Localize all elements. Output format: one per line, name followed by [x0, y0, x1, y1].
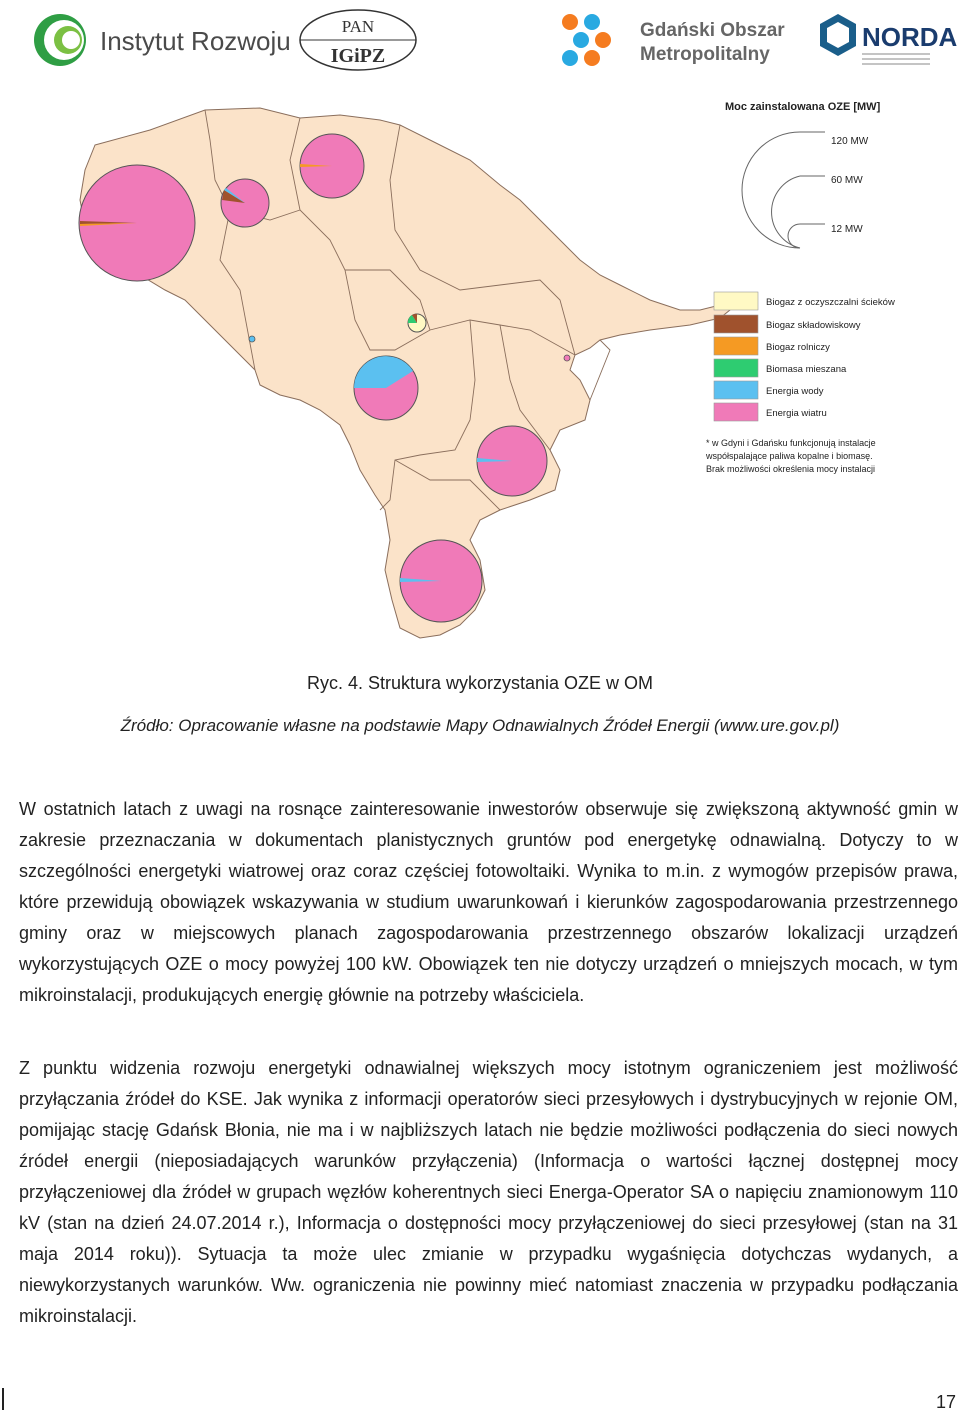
pie-chart-far-south: [400, 540, 482, 622]
legend-item-energia-wody: [714, 381, 824, 399]
gom-line2: Metropolitalny: [640, 44, 770, 65]
header-logos: [0, 0, 960, 80]
pan-top-text: PAN: [341, 17, 375, 36]
legend-item-biomasa-mieszana: [714, 359, 847, 377]
pan-bottom-text: IGiPZ: [330, 45, 386, 67]
legend-note-2: współspalające paliwa kopalne i biomasę.: [706, 451, 873, 461]
legend-size-60: 60 MW: [831, 175, 863, 186]
norda-text: NORDA: [862, 22, 958, 52]
instytut-logo-text: Instytut Rozwoju: [100, 26, 291, 56]
body-paragraph-2: [19, 1053, 958, 1332]
paragraph-text: Z punktu widzenia rozwoju energetyki odnawialnej większych mocy istotnym ograniczeniem jest możliwość przyłączania źródeł do KSE. Jak wynika z informacji operatorów sieci przesyłowych i dystrybucyjnych w rejonie OM, pomijając stację Gdańsk Błonia, nie ma i w najbliższych latach nie będzie możliwości podłączenia do sieci nowych źródeł energii (nieposiadających warunków przyłączenia) (Informacja o wartości łącznej dostępnej mocy przyłączeniowej dla źródeł w grupach węzłów koherentnych sieci Energa-Operator SA o napięciu znamionowym 110 kV (stan na dzień 24.07.2014 r.), Informacja o dostępności mocy przyłączeniowej do sieci przesyłowej (stan na 31 maja 2014 roku)). Sytuacja ta może ulec zmianie w przypadku wygaśnięcia dotychczas wydanych, a niewykorzystanych warunków. Ww. ograniczenia nie powinny mieć natomiast znaczenia w przypadku podłączania mikroinstalacji.: [19, 1058, 958, 1326]
pie-chart-east-small: [564, 355, 570, 361]
gom-logo: [562, 14, 785, 66]
margin-mark: [2, 1388, 4, 1410]
gom-line1: Gdański Obszar: [640, 20, 785, 41]
map-figure: [0, 80, 960, 660]
pan-igipz-logo: [300, 10, 416, 70]
legend-size-circles: [742, 132, 825, 248]
oze-map: [0, 80, 960, 660]
legend-note-3: Brak możliwości określenia mocy instalacji: [706, 464, 876, 474]
svg-text:Energia wiatru: Energia wiatru: [766, 408, 827, 419]
pie-chart-center-small: [408, 314, 426, 332]
svg-text:Energia wody: Energia wody: [766, 386, 824, 397]
svg-text:Biogaz z oczyszczalni ścieków: Biogaz z oczyszczalni ścieków: [766, 297, 895, 308]
page-number: 17: [935, 1392, 956, 1412]
legend-title: Moc zainstalowana OZE [MW]: [725, 101, 881, 113]
svg-text:Biogaz rolniczy: Biogaz rolniczy: [766, 342, 830, 353]
instytut-rozwoju-logo: [34, 14, 291, 66]
norda-logo: [820, 14, 958, 64]
pie-chart-west: [79, 165, 195, 281]
map-legend: [705, 101, 895, 474]
figure-source: Źródło: Opracowanie własne na podstawie Mapy Odnawialnych Źródeł Energii (www.ure.gov.pl): [120, 716, 840, 735]
logos-strip: [0, 0, 960, 80]
legend-note-1: * w Gdyni i Gdańsku funkcjonują instalacje: [706, 438, 876, 448]
figure-caption: Ryc. 4. Struktura wykorzystania OZE w OM: [306, 673, 654, 693]
pie-chart-center: [354, 356, 418, 420]
legend-item-biogaz-oczyszczalni: [714, 292, 895, 310]
legend-size-120: 120 MW: [831, 136, 869, 147]
paragraph-text: W ostatnich latach z uwagi na rosnące zainteresowanie inwestorów obserwuje się zwiększoną aktywność gmin w zakresie przeznaczania w dokumentach planistycznych gruntów pod energetykę odnawialną. Dotyczy to w szczególności energetyki wiatrowej oraz coraz częściej fotowoltaiki. Wynika to m.in. z wymogów przepisów prawa, które przewidują obowiązek wskazywania w studium uwarunkowań i kierunków zagospodarowania przestrzennego gminy oraz w miejscowych planach zagospodarowania przestrzennego obszarów lokalizacji urządzeń wykorzystujących OZE o mocy powyżej 100 kW. Obowiązek ten nie dotyczy urządzeń o mniejszych mocach, w tym mikroinstalacji, produkujących energię głównie na potrzeby właściciela.: [19, 799, 958, 1005]
pie-chart-northwest: [221, 179, 269, 227]
legend-size-12: 12 MW: [831, 224, 863, 235]
svg-text:Biogaz składowiskowy: Biogaz składowiskowy: [766, 320, 861, 331]
pie-chart-south: [477, 426, 547, 496]
legend-item-energia-wiatru: [714, 403, 827, 421]
pie-chart-north: [300, 134, 364, 198]
svg-text:Biomasa mieszana: Biomasa mieszana: [766, 364, 847, 375]
legend-item-biogaz-rolniczy: [714, 337, 830, 355]
body-paragraph-1: [19, 794, 958, 1011]
legend-item-biogaz-skladowiskowy: [714, 315, 861, 333]
pie-chart-small-west: [249, 336, 255, 342]
